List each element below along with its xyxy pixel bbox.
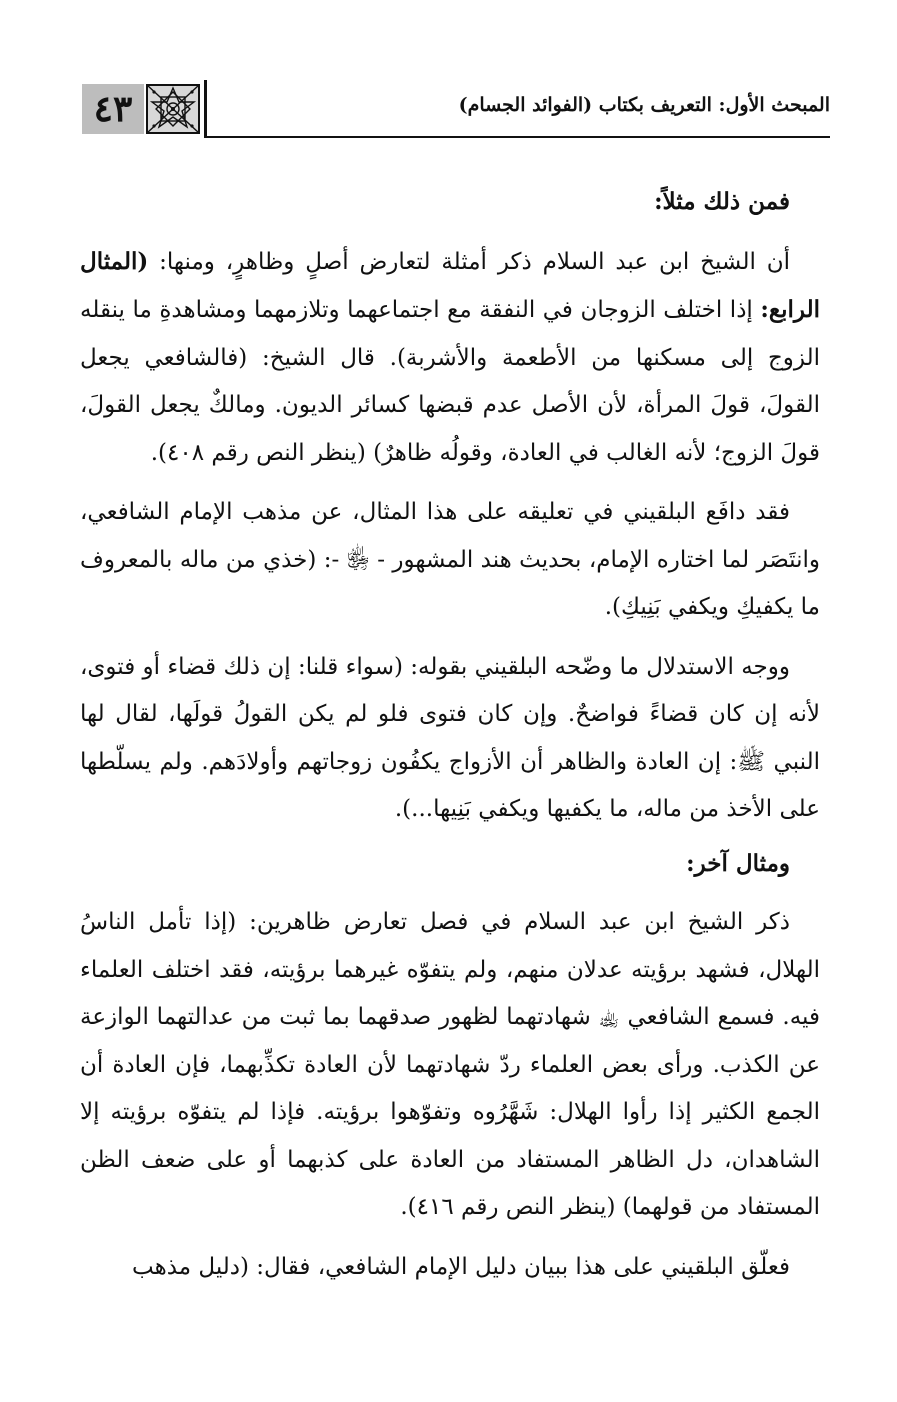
page-header xyxy=(82,80,830,138)
page-body xyxy=(80,178,820,1291)
paragraph-example-four-lead: أن الشيخ ابن عبد السلام ذكر أمثلة لتعارض أصلٍ وظاهرٍ، ومنها: xyxy=(159,248,791,275)
example-four-label: (المثال الرابع: xyxy=(80,247,820,323)
paragraph-another-example: ومثال آخر: xyxy=(686,849,790,877)
paragraph-argument: ووجه الاستدلال ما وضّحه البلقيني بقوله: (سواء قلنا: إن ذلك قضاء أو فتوى، لأنه إن كان قضاءً فواضحٌ. وإن كان فتوى فلو لم يكن القولُ قولَها، لقال لها النبي ﷺ: إن العادة والظاهر أن الأزواج يكفُون زوجاتهم وأولادَهم. ولم يسلّطها على الأخذ من ماله، ما يكفيها ويكفي بَنِيها...). xyxy=(80,653,820,822)
paragraph-example-four-body: إذا اختلف الزوجان في النفقة مع اجتماعهما وتلازمهما ومشاهدةِ ما ينقله الزوج إلى مسكنها من الأطعمة والأشربة). قال الشيخ: (فالشافعي يجعل القولَ، قولَ المرأة، لأن الأصل عدم قبضها كسائر الديون. ومالكٌ يجعل القولَ، قولَ الزوج؛ لأنه الغالب في العادة، وقولُه ظاهرٌ) (ينظر النص رقم ٤٠٨). xyxy=(80,297,820,466)
paragraph-intro: فمن ذلك مثلاً: xyxy=(654,188,790,215)
geometric-star-ornament-icon xyxy=(146,84,200,134)
running-title: المبحث الأول: التعريف بكتاب (الفوائد الجسام) xyxy=(458,94,830,116)
header-rule xyxy=(206,136,830,138)
paragraph-crescent-example: ذكر الشيخ ابن عبد السلام في فصل تعارض ظاهرين: (إذا تأمل الناسُ الهلال، فشهد برؤيته عدلان منهم، ولم يتفوّه غيرهما برؤيته، فقد اختلف العلماء فيه. فسمع الشافعي ﵀ شهادتهما لظهور صدقهما بما ثبت من عدالتهما الوازعة عن الكذب. ورأى بعض العلماء ردّ شهادتهما لأن العادة تكذِّبهما، فإن العادة أن الجمع الكثير إذا رأوا الهلال: شَهَّرُوه وتفوّهوا برؤيته. فإذا لم يتفوّه برؤيته إلا الشاهدان، دل الظاهر المستفاد من العادة على كذبهما أو على ضعف الظن المستفاد من قولهما) (ينظر النص رقم ٤١٦). xyxy=(80,909,820,1220)
paragraph-bulqini-defense: فقد دافَع البلقيني في تعليقه على هذا المثال، عن مذهب الإمام الشافعي، وانتَصَر لما اختاره الإمام، بحديث هند المشهور - ﵂ -: (خذي من ماله بالمعروف ما يكفيكِ ويكفي بَنِيكِ). xyxy=(80,499,820,620)
paragraph-bulqini-comment: فعلّق البلقيني على هذا ببيان دليل الإمام الشافعي، فقال: (دليل مذهب xyxy=(132,1253,790,1280)
page-number: ٤٣ xyxy=(82,84,144,134)
header-divider xyxy=(204,80,207,138)
paragraph-example-four xyxy=(80,238,820,478)
